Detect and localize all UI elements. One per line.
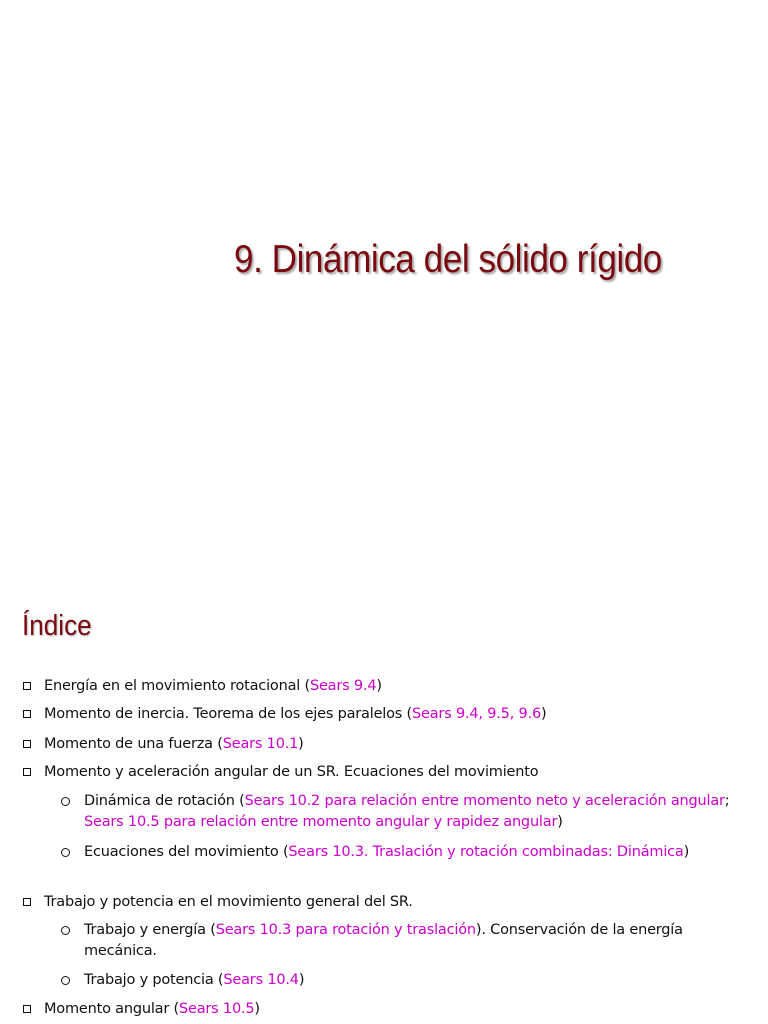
slide-title: 9. Dinámica del sólido rígido <box>234 238 662 281</box>
list-item: Trabajo y potencia (Sears 10.4) <box>84 970 744 991</box>
circle-bullet-icon <box>61 848 70 857</box>
square-bullet-icon <box>23 768 31 776</box>
square-bullet-icon <box>23 1005 31 1013</box>
list-item: Dinámica de rotación (Sears 10.2 para relación entre momento neto y aceleración angular; Sears 10.5 para relación entre momento angular y rapidez angular) <box>84 791 744 833</box>
reference-link: Sears 10.1 <box>222 736 299 752</box>
list-item: Trabajo y energía (Sears 10.3 para rotación y traslación). Conservación de la energía mecánica. <box>84 920 744 962</box>
reference-link: Sears 10.4 <box>223 972 299 988</box>
reference-link: Sears 10.5 para relación entre momento angular y rapidez angular <box>84 814 558 830</box>
reference-link: Sears 10.3 para rotación y traslación <box>215 922 476 938</box>
list-item: Momento de una fuerza (Sears 10.1) <box>44 734 744 755</box>
list-item: Momento angular (Sears 10.5) <box>44 999 744 1020</box>
square-bullet-icon <box>23 898 31 906</box>
reference-link: Sears 9.4 <box>309 678 377 694</box>
circle-bullet-icon <box>61 797 70 806</box>
square-bullet-icon <box>23 710 31 718</box>
index-heading: Índice <box>22 610 92 642</box>
reference-link: Sears 10.5 <box>179 1001 255 1017</box>
list-item: Momento de inercia. Teorema de los ejes paralelos (Sears 9.4, 9.5, 9.6) <box>44 704 744 725</box>
list-item: Energía en el movimiento rotacional (Sears 9.4) <box>44 676 744 697</box>
square-bullet-icon <box>23 682 31 690</box>
reference-link: Sears 9.4, 9.5, 9.6 <box>412 706 541 722</box>
list-item: Ecuaciones del movimiento (Sears 10.3. Traslación y rotación combinadas: Dinámica) <box>84 842 744 863</box>
list-item: Trabajo y potencia en el movimiento general del SR. <box>44 892 744 913</box>
circle-bullet-icon <box>61 926 70 935</box>
square-bullet-icon <box>23 740 31 748</box>
reference-link: Sears 10.2 para relación entre momento neto y aceleración angular <box>244 793 725 809</box>
list-item: Momento y aceleración angular de un SR. Ecuaciones del movimiento <box>44 762 744 783</box>
reference-link: Sears 10.3. Traslación y rotación combinadas: Dinámica <box>288 844 684 860</box>
circle-bullet-icon <box>61 976 70 985</box>
